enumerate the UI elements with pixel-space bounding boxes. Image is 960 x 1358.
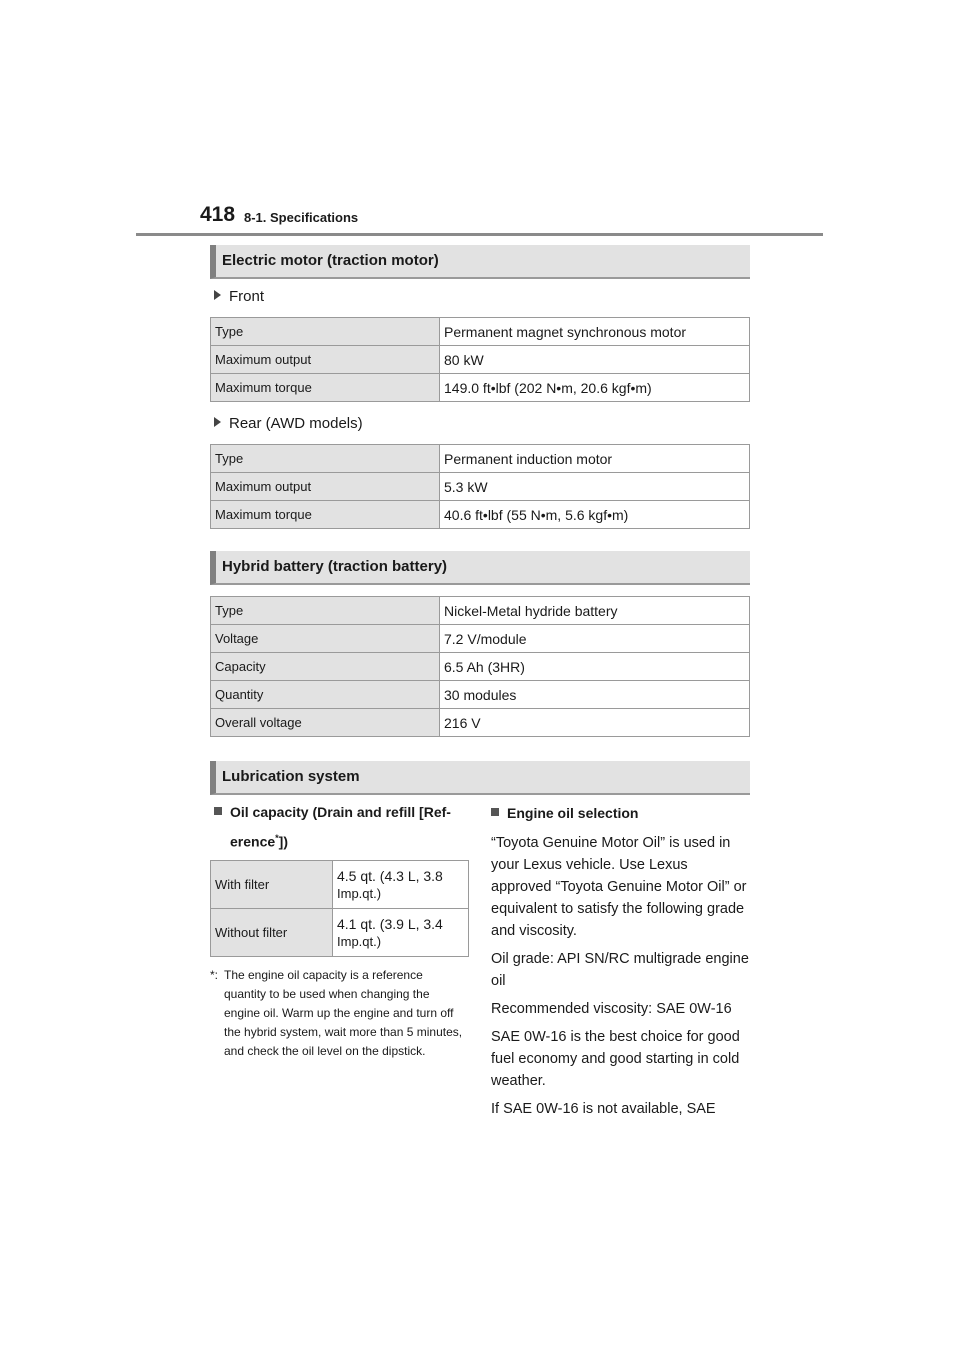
section-title: 8-1. Specifications (244, 210, 359, 225)
section-heading-lubrication (210, 761, 750, 795)
page-number: 418 (200, 203, 236, 226)
subheading-text: Rear (AWD models) (229, 415, 363, 432)
row-value: 216 V (440, 709, 750, 737)
table-row (211, 445, 750, 473)
row-label: Maximum torque (211, 374, 440, 402)
section-heading-hybrid-battery (210, 551, 750, 585)
value-line1: 4.5 qt. (4.3 L, 3.8 (337, 867, 443, 884)
section-heading-electric-motor (210, 245, 750, 279)
table-row (211, 625, 750, 653)
row-value (333, 861, 469, 909)
row-label: Capacity (211, 653, 440, 681)
row-label: Voltage (211, 625, 440, 653)
row-label: Type (211, 318, 440, 346)
row-value: 30 modules (440, 681, 750, 709)
table-row (211, 374, 750, 402)
row-value: 6.5 Ah (3HR) (440, 653, 750, 681)
table-row (211, 709, 750, 737)
footnote-mark: *: (210, 968, 219, 982)
table-row (211, 597, 750, 625)
table-row (211, 681, 750, 709)
heading-line2: erence (230, 833, 276, 850)
row-label: Overall voltage (211, 709, 440, 737)
row-label: Maximum torque (211, 501, 440, 529)
paragraph: “Toyota Genuine Motor Oil” is used in your Lexus vehicle. Use Lexus approved “Toyota Genuine Motor Oil” or equivalent to satisfy the following grade and viscosity. (491, 835, 747, 939)
oil-capacity-heading (214, 799, 474, 855)
value-line2: Imp.qt.) (337, 885, 382, 901)
footnote-text: The engine oil capacity is a reference quantity to be used when changing the engine oil. Warm up the engine and turn off the hybrid system, wait more than 5 minutes, and check the oil level on the dipstick. (224, 968, 463, 1058)
heading-line1: Oil capacity (Drain and refill [Ref- (230, 804, 451, 820)
paragraph: Oil grade: API SN/RC multigrade engine oil (491, 951, 749, 989)
section-heading-text: Lubrication system (222, 768, 360, 785)
square-bullet-icon (214, 807, 222, 815)
paragraph: Recommended viscosity: SAE 0W-16 (491, 1001, 732, 1017)
header-divider (136, 233, 823, 236)
row-value: 80 kW (440, 346, 750, 374)
row-label: Maximum output (211, 473, 440, 501)
table-row (211, 318, 750, 346)
triangle-bullet-icon (214, 290, 221, 300)
row-value: 149.0 ft•lbf (202 N•m, 20.6 kgf•m) (440, 374, 750, 402)
engine-oil-heading: Engine oil selection (507, 805, 639, 821)
row-value: 40.6 ft•lbf (55 N•m, 5.6 kgf•m) (440, 501, 750, 529)
row-label: Maximum output (211, 346, 440, 374)
paragraph: SAE 0W-16 is the best choice for good fuel economy and good starting in cold weather. (491, 1029, 740, 1089)
subheading-rear (214, 415, 363, 432)
table-row (211, 473, 750, 501)
row-value: Permanent magnet synchronous motor (440, 318, 750, 346)
footnote (210, 966, 466, 1061)
value-line1: 4.1 qt. (3.9 L, 3.4 (337, 915, 443, 932)
square-bullet-icon (491, 808, 499, 816)
rear-motor-table (210, 444, 750, 529)
row-value: 5.3 kW (440, 473, 750, 501)
row-value: Nickel-Metal hydride battery (440, 597, 750, 625)
row-value (333, 909, 469, 957)
subheading-front (214, 288, 264, 305)
section-heading-text: Hybrid battery (traction battery) (222, 558, 448, 575)
subheading-text: Front (229, 288, 265, 305)
table-row (211, 861, 469, 909)
hybrid-battery-table (210, 596, 750, 737)
row-label: Quantity (211, 681, 440, 709)
row-label: Type (211, 445, 440, 473)
table-row (211, 346, 750, 374)
section-heading-text: Electric motor (traction motor) (222, 252, 439, 269)
oil-capacity-table (210, 860, 469, 957)
table-row (211, 909, 469, 957)
table-row (211, 653, 750, 681)
row-value: 7.2 V/module (440, 625, 750, 653)
table-row (211, 501, 750, 529)
engine-oil-selection (491, 800, 751, 1126)
paragraph: If SAE 0W-16 is not available, SAE (491, 1101, 716, 1117)
row-label: With filter (211, 861, 333, 909)
row-label: Type (211, 597, 440, 625)
triangle-bullet-icon (214, 417, 221, 427)
value-line2: Imp.qt.) (337, 933, 382, 949)
footnote-mark: * (275, 833, 279, 843)
heading-end: ]) (278, 833, 288, 850)
front-motor-table (210, 317, 750, 402)
row-value: Permanent induction motor (440, 445, 750, 473)
row-label: Without filter (211, 909, 333, 957)
